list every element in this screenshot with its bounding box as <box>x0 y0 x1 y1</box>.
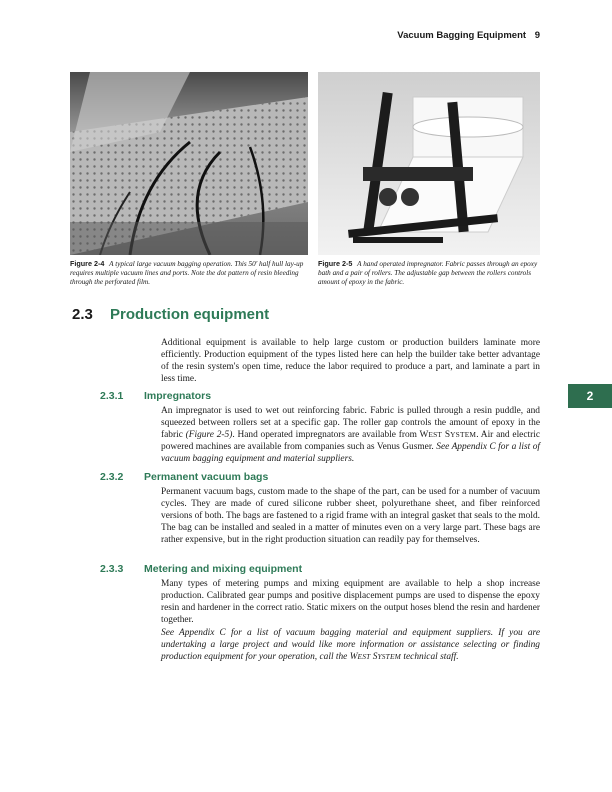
subsection-title-permanent-vacuum-bags: Permanent vacuum bags <box>144 471 269 483</box>
vacuum-bagging-photo <box>70 72 308 255</box>
brand-text: S <box>370 652 378 662</box>
paragraph-text: An impregnator is used to wet out reinforcing fabric. Fabric is pulled through a resin puddle, and squeezed between rollers set at a specific gap. The roller gap controls the amount of epoxy in the fabric <box>161 406 540 440</box>
brand-small-caps: EST <box>428 430 443 439</box>
figure-reference: (Figure 2-5) <box>185 430 233 440</box>
metering-paragraph: Many types of metering pumps and mixing equipment are available to help a shop increase production. Calibrated gear pumps and positive displacement pumps are used to dispense the epoxy resin and hardener in the correct ratio. Static mixers on the output hoses blend the resin and hardener together. <box>161 579 540 625</box>
subsection-number: 2.3.3 <box>100 563 124 575</box>
section-number: 2.3 <box>72 306 93 323</box>
figure-caption-text: A hand operated impregnator. Fabric passes through an epoxy bath and a pair of rollers. The adjustable gap between the rollers controls amount of epoxy in the fabric. <box>318 260 538 286</box>
paragraph-text: . Hand operated impregnators are available from W <box>232 430 429 440</box>
impregnator-photo <box>318 72 540 255</box>
figure-label: Figure 2-4 <box>70 259 105 268</box>
impregnators-paragraph <box>161 405 540 465</box>
brand-small-caps: YSTEM <box>450 430 477 439</box>
paragraph-text: . Air and electric powered machines are available from companies such as Venus Gusmer. <box>161 430 540 452</box>
chapter-tab: 2 <box>568 384 612 408</box>
subsection-number: 2.3.2 <box>100 471 124 483</box>
paragraph-text: technical staff. <box>401 652 459 662</box>
page-number: 9 <box>534 30 540 41</box>
subsection-title-impregnators: Impregnators <box>144 390 212 402</box>
running-header <box>397 30 540 41</box>
figure-caption-text: A typical large vacuum bagging operation. This 50' half hull lay-up requires multiple vacuum lines and ports. Note the dot pattern of resin bleeding through the perforated film. <box>70 260 304 286</box>
paragraph-text: See Appendix C for a list of vacuum bagging material and equipment suppliers. If you are undertaking a large project and would like more information or assistance selecting or finding production equipment for your operation, call the W <box>161 628 540 662</box>
figure-2-5-caption <box>318 259 540 287</box>
section-intro-paragraph: Additional equipment is available to help large custom or production builders laminate more efficiently. Production equipment of the types listed here can help the builder take better advantage of the resin system's open time, reduce the labor required to produce a part, and laminate a part in less time. <box>161 338 540 384</box>
subsection-title-metering-mixing: Metering and mixing equipment <box>144 563 303 575</box>
subsection-number: 2.3.1 <box>100 390 124 402</box>
permanent-bags-paragraph: Permanent vacuum bags, custom made to the shape of the part, can be used for a number of vacuum cycles. They are made of cured silicone rubber sheet, polyurethane sheet, and fiber reinforced versions of both. The bags are fastened to a rigid frame with an integral gasket that seals to the mold. The bag can be installed and sealed in a matter of minutes even on a very large part. These bags are rather expensive, but in the right production situation can readily pay for themselves. <box>161 487 540 545</box>
figure-2-4-caption <box>70 259 306 287</box>
header-title: Vacuum Bagging Equipment <box>397 30 527 41</box>
section-title: Production equipment <box>110 306 270 323</box>
figure-label: Figure 2-5 <box>318 259 353 268</box>
brand-small-caps: YSTEM <box>377 652 402 661</box>
brand-small-caps: EST <box>357 652 371 661</box>
figure-2-5-photo <box>318 72 540 255</box>
appendix-note: See Appendix C for a list of vacuum bagging equipment and material suppliers. <box>161 442 540 464</box>
brand-text: S <box>442 430 451 440</box>
figure-2-4-photo <box>70 72 308 255</box>
appendix-note-paragraph <box>161 627 540 663</box>
